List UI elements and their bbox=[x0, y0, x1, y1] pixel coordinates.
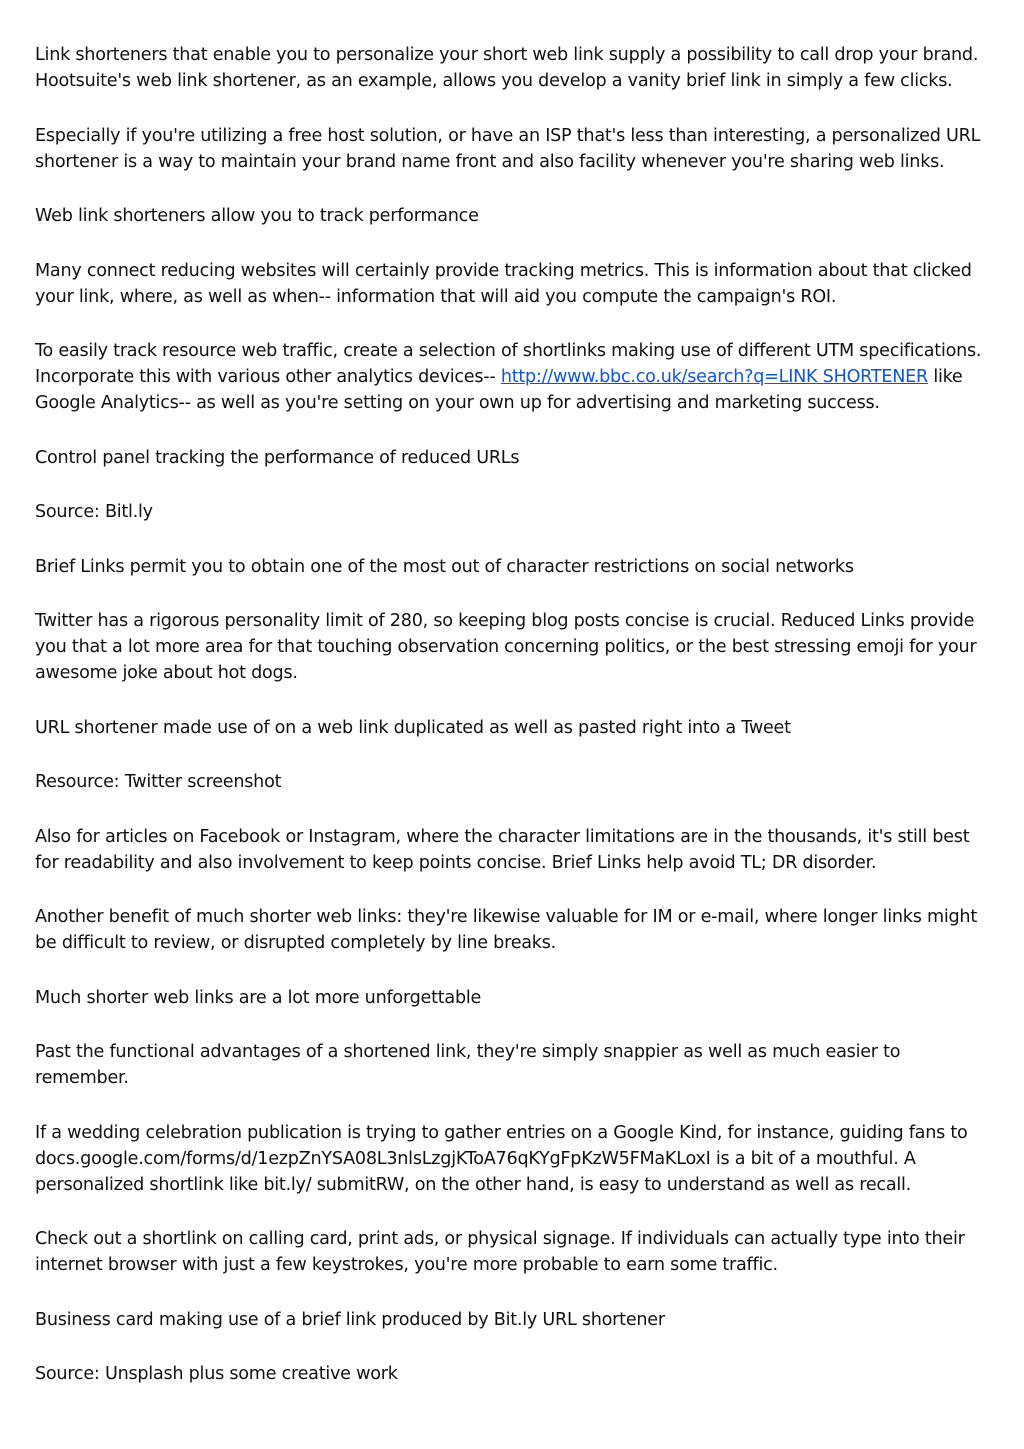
heading-character-limits: Brief Links permit you to obtain one of the most out of character restrictions on social networks bbox=[35, 556, 854, 577]
caption-business-card: Business card making use of a brief link produced by Bit.ly URL shortener bbox=[35, 1309, 665, 1330]
caption-tweet: URL shortener made use of on a web link duplicated as well as pasted right into a Tweet bbox=[35, 717, 791, 738]
paragraph-utm bbox=[35, 338, 997, 416]
document-body bbox=[35, 42, 997, 1416]
paragraph-twitter-limit: Twitter has a rigorous personality limit of 280, so keeping blog posts concise is crucial. Reduced Links provide you that a lot more area for that touching observation concerning politics, or the best stressing emoji for your awesome joke about hot dogs. bbox=[35, 611, 977, 683]
caption-control-panel: Control panel tracking the performance of reduced URLs bbox=[35, 447, 520, 468]
heading-memorable: Much shorter web links are a lot more unforgettable bbox=[35, 987, 482, 1008]
source-twitter: Resource: Twitter screenshot bbox=[35, 772, 282, 792]
paragraph-print-ads: Check out a shortlink on calling card, print ads, or physical signage. If individuals can actually type into their internet browser with just a few keystrokes, you're more probable to earn some traffic. bbox=[35, 1229, 965, 1275]
source-bitly: Source: Bitl.ly bbox=[35, 502, 153, 522]
paragraph-branding: Link shorteners that enable you to personalize your short web link supply a possibility to call drop your brand. Hootsuite's web link shortener, as an example, allows you develop a vanity brief link in simply a few clicks. bbox=[35, 45, 979, 91]
paragraph-tracking-metrics: Many connect reducing websites will certainly provide tracking metrics. This is information about that clicked your link, where, as well as when-- information that will aid you compute the campaign's ROI. bbox=[35, 260, 972, 307]
paragraph-facebook-instagram: Also for articles on Facebook or Instagram, where the character limitations are in the thousands, it's still best for readability and also involvement to keep points concise. Brief Links help avoid TL; DR disorder. bbox=[35, 826, 970, 873]
paragraph-utm-text-before: To easily track resource web traffic, create a selection of shortlinks making use of different UTM specifications. Incorporate this with various other analytics devices-- bbox=[35, 341, 982, 387]
paragraph-im-email: Another benefit of much shorter web links: they're likewise valuable for IM or e-mail, where longer links might be difficult to review, or disrupted completely by line breaks. bbox=[35, 907, 977, 953]
source-unsplash: Source: Unsplash plus some creative work bbox=[35, 1364, 398, 1384]
paragraph-snappier: Past the functional advantages of a shortened link, they're simply snappier as well as much easier to remember. bbox=[35, 1042, 901, 1088]
heading-track-performance: Web link shorteners allow you to track performance bbox=[35, 206, 479, 226]
bbc-search-link[interactable]: http://www.bbc.co.uk/search?q=LINK SHORTENER bbox=[500, 367, 928, 387]
paragraph-wedding-example: If a wedding celebration publication is trying to gather entries on a Google Kind, for instance, guiding fans to docs.google.com/forms/d/1ezpZnYSA08L3nlsLzgjKToA76qKYgFpKzW5FMaKLoxI is a bit of a mouthful. A personalized shortlink like bit.ly/ submitRW, on the other hand, is easy to understand as well as recall. bbox=[35, 1122, 968, 1195]
paragraph-custom-url: Especially if you're utilizing a free host solution, or have an ISP that's less than interesting, a personalized URL shortener is a way to maintain your brand name front and also facility whenever you're sharing web links. bbox=[35, 125, 981, 172]
paragraph-utm-text-after: like Google Analytics-- as well as you're setting on your own up for advertising and marketing success. bbox=[35, 367, 963, 413]
